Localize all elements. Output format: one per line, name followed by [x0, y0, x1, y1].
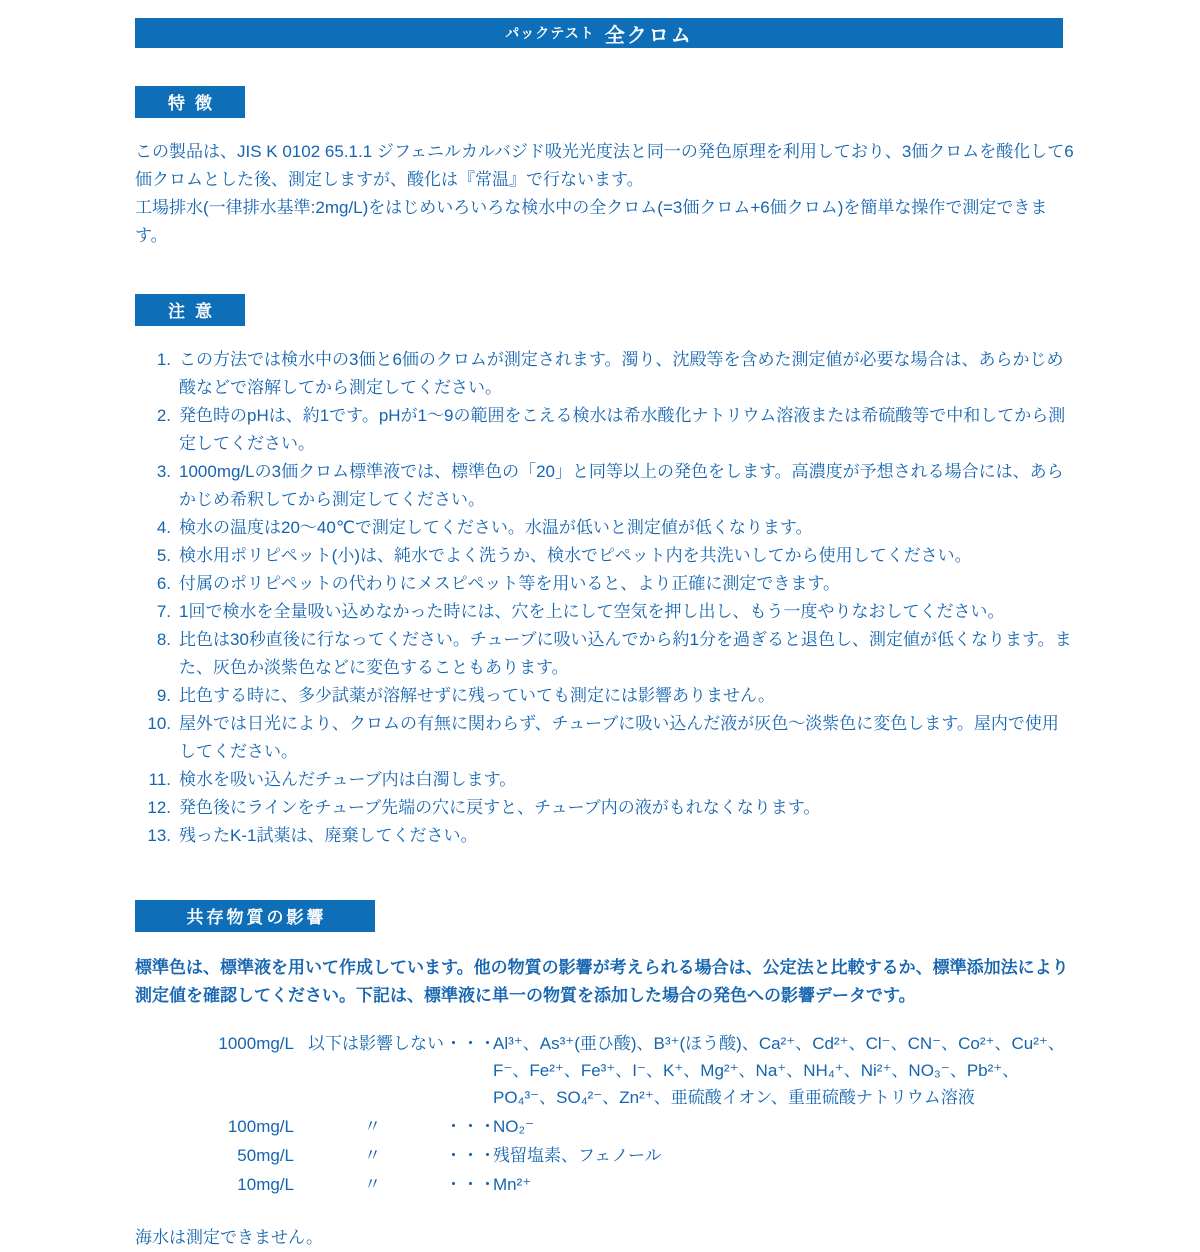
interference-row — [135, 1142, 1075, 1169]
caution-text: 1回で検水を全量吸い込めなかった時には、穴を上にして空気を押し出し、もう一度やりなおしてください。 — [179, 602, 1005, 621]
caution-text: 検水用ポリピペット(小)は、純水でよく洗うか、検水でピペット内を共洗いしてから使用してください。 — [179, 546, 972, 565]
condition-cell: 〃 — [364, 1146, 381, 1165]
seawater-note: 海水は測定できません。 — [135, 1228, 324, 1247]
caution-item — [135, 626, 1075, 682]
caution-text: 屋外では日光により、クロムの有無に関わらず、チューブに吸い込んだ液が灰色〜淡紫色に変色します。屋内で使用してください。 — [179, 714, 1059, 761]
condition-cell: 〃 — [364, 1117, 381, 1136]
substances-cell: Mn²⁺ — [493, 1175, 532, 1194]
caution-text: 検水を吸い込んだチューブ内は白濁します。 — [179, 770, 517, 789]
caution-text: 比色は30秒直後に行なってください。チューブに吸い込んでから約1分を過ぎると退色し、測定値が低くなります。また、灰色か淡紫色などに変色することもあります。 — [179, 630, 1072, 677]
caution-text: この方法では検水中の3価と6価のクロムが測定されます。濁り、沈殿等を含めた測定値が必要な場合は、あらかじめ酸などで溶解してから測定してください。 — [179, 350, 1064, 397]
features-paragraph: 工場排水(一律排水基準:2mg/L)をはじめいろいろな検水中の全クロム(=3価クロム+6価クロム)を簡単な操作で測定できます。 — [135, 198, 1048, 245]
caution-number: 10. — [147, 714, 171, 733]
page — [135, 0, 1075, 1252]
caution-number: 3. — [156, 462, 171, 481]
section-badge-features: 特徴 — [135, 86, 245, 118]
caution-item — [135, 458, 1075, 514]
caution-number: 8. — [156, 630, 171, 649]
caution-item — [135, 598, 1075, 626]
product-name: 全クロム — [604, 24, 693, 47]
caution-number: 5. — [156, 546, 171, 565]
caution-text: 比色する時に、多少試薬が溶解せずに残っていても測定には影響ありません。 — [179, 686, 776, 705]
caution-text: 付属のポリピペットの代わりにメスピペット等を用いると、より正確に測定できます。 — [179, 574, 840, 593]
caution-item — [135, 514, 1075, 542]
interference-table — [135, 1030, 1075, 1198]
caution-item — [135, 346, 1075, 402]
caution-number: 2. — [156, 406, 171, 425]
dots-cell: ・・・ — [445, 1034, 496, 1053]
condition-cell: 以下は影響しない — [308, 1034, 444, 1053]
section-badge-interference: 共存物質の影響 — [135, 900, 375, 932]
caution-text: 残ったK-1試薬は、廃棄してください。 — [179, 826, 478, 845]
dots-cell: ・・・ — [445, 1117, 496, 1136]
caution-text: 発色後にラインをチューブ先端の穴に戻すと、チューブ内の液がもれなくなります。 — [179, 798, 821, 817]
substances-cell: 残留塩素、フェノール — [493, 1146, 662, 1165]
interference-intro: 標準色は、標準液を用いて作成しています。他の物質の影響が考えられる場合は、公定法と比較するか、標準添加法により測定値を確認してください。下記は、標準液に単一の物質を添加した場合の発色への影響データです。 — [135, 958, 1069, 1005]
caution-number: 12. — [147, 798, 171, 817]
section-badge-cautions: 注意 — [135, 294, 245, 326]
caution-item — [135, 766, 1075, 794]
caution-item — [135, 402, 1075, 458]
caution-item — [135, 682, 1075, 710]
interference-row — [135, 1113, 1075, 1140]
caution-number: 11. — [148, 770, 171, 789]
dots-cell: ・・・ — [445, 1175, 496, 1194]
cautions-list — [135, 346, 1075, 850]
product-type: パックテスト — [505, 25, 595, 41]
features-block — [135, 138, 1075, 250]
caution-number: 6. — [156, 574, 171, 593]
concentration-cell: 50mg/L — [237, 1146, 294, 1165]
concentration-cell: 100mg/L — [227, 1117, 294, 1136]
caution-item — [135, 570, 1075, 598]
interference-row — [135, 1030, 1075, 1111]
caution-text: 検水の温度は20〜40℃で測定してください。水温が低いと測定値が低くなります。 — [179, 518, 813, 537]
substances-cell: NO₂⁻ — [493, 1117, 535, 1136]
caution-text: 発色時のpHは、約1です。pHが1〜9の範囲をこえる検水は希水酸化ナトリウム溶液または希硫酸等で中和してから測定してください。 — [179, 406, 1066, 453]
caution-number: 9. — [156, 686, 171, 705]
caution-number: 1. — [156, 350, 171, 369]
concentration-cell: 1000mg/L — [218, 1034, 294, 1053]
caution-item — [135, 794, 1075, 822]
caution-number: 13. — [147, 826, 171, 845]
title-bar — [135, 18, 1063, 48]
interference-row — [135, 1171, 1075, 1198]
caution-item — [135, 822, 1075, 850]
caution-number: 7. — [156, 602, 171, 621]
caution-text: 1000mg/Lの3価クロム標準液では、標準色の「20」と同等以上の発色をします。高濃度が予想される場合には、あらかじめ希釈してから測定してください。 — [179, 462, 1064, 509]
features-paragraph: この製品は、JIS K 0102 65.1.1 ジフェニルカルバジド吸光光度法と同一の発色原理を利用しており、3価クロムを酸化して6価クロムとした後、測定しますが、酸化は『常温』で行ないます。 — [135, 142, 1074, 189]
concentration-cell: 10mg/L — [237, 1175, 294, 1194]
caution-item — [135, 542, 1075, 570]
caution-item — [135, 710, 1075, 766]
caution-number: 4. — [156, 518, 171, 537]
dots-cell: ・・・ — [445, 1146, 496, 1165]
condition-cell: 〃 — [364, 1175, 381, 1194]
substances-cell: Al³⁺、As³⁺(亜ひ酸)、B³⁺(ほう酸)、Ca²⁺、Cd²⁺、Cl⁻、CN⁻、Co²⁺、Cu²⁺、F⁻、Fe²⁺、Fe³⁺、I⁻、K⁺、Mg²⁺、Na⁺、NH₄⁺、Ni²⁺、NO₃⁻、Pb²⁺、PO₄³⁻、SO₄²⁻、Zn²⁺、亜硫酸イオン、重亜硫酸ナトリウム溶液 — [493, 1034, 1065, 1107]
